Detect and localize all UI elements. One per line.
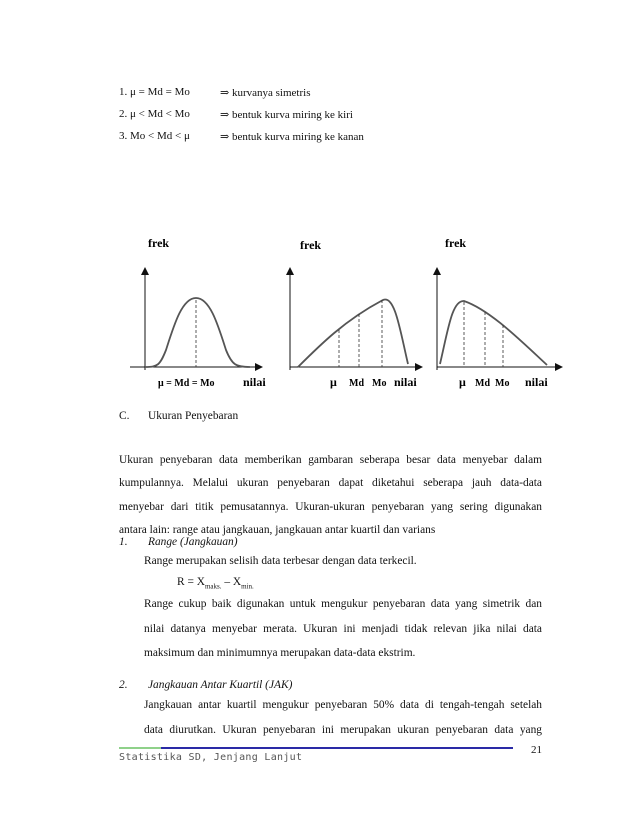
md-label: Md <box>349 378 364 389</box>
ylabel: frek <box>148 236 170 250</box>
md-label: Md <box>475 378 490 389</box>
paragraph-line: Jangkauan antar kuartil mengukur penyebaran 50% data di tengah-tengah setelah <box>144 699 542 711</box>
symmetric-curve <box>145 298 250 367</box>
section-letter: C. <box>119 410 130 422</box>
symmetric-label: μ = Md = Mo <box>158 378 215 389</box>
footer-text: Statistika SD, Jenjang Lanjut <box>119 752 303 763</box>
xlabel: nilai <box>243 375 266 389</box>
symmetric-curve-panel <box>130 236 266 389</box>
mu-label: μ <box>330 375 337 389</box>
xlabel: nilai <box>525 375 548 389</box>
intro-paragraph <box>119 449 542 543</box>
item1-number: 1. <box>119 536 128 548</box>
right-skew-curve-panel <box>437 236 562 389</box>
item2-text <box>144 693 542 742</box>
relation-condition: 2. μ < Md < Mo <box>119 108 190 120</box>
range-formula <box>177 576 254 590</box>
paragraph-line: Ukuran penyebaran data memberikan gambaran seberapa besar data menyebar dalam <box>119 454 542 466</box>
formula-lhs: R = X <box>177 576 205 588</box>
footer-line-right <box>161 747 513 749</box>
formula-sub-max: maks. <box>204 582 222 591</box>
paragraph-line: maksimum dan minimumnya merupakan data-data ekstrim. <box>144 647 416 659</box>
xlabel: nilai <box>394 375 417 389</box>
paragraph-line: kumpulannya. Melalui ukuran penyebaran dapat diketahui seberapa jauh data-data <box>119 477 542 490</box>
relation-condition: 1. μ = Md = Mo <box>119 86 190 98</box>
item1-title: Range (Jangkauan) <box>148 536 238 548</box>
paragraph-line: data diurutkan. Ukuran penyebaran ini merupakan ukuran penyebaran data yang <box>144 723 542 736</box>
relation-result: ⇒ bentuk kurva miring ke kanan <box>220 131 364 143</box>
formula-sub-min: min. <box>241 582 254 591</box>
formula-mid: – X <box>221 576 242 588</box>
ylabel: frek <box>445 236 467 250</box>
section-title: Ukuran Penyebaran <box>148 410 239 422</box>
relation-condition: 3. Mo < Md < μ <box>119 130 190 142</box>
mu-label: μ <box>459 375 466 389</box>
left-skew-curve <box>298 300 408 367</box>
item2-title: Jangkauan Antar Kuartil (JAK) <box>148 679 293 691</box>
relation-result: ⇒ kurvanya simetris <box>220 87 311 99</box>
paragraph-line: antara lain: range atau jangkauan, jangkauan antar kuartil dan varians <box>119 524 436 537</box>
item1-note <box>144 592 542 666</box>
mo-label: Mo <box>495 378 510 389</box>
page-number: 21 <box>531 744 542 756</box>
distribution-curves-figure <box>0 225 638 395</box>
item1-definition: Range merupakan selisih data terbesar dengan data terkecil. <box>144 555 417 567</box>
paragraph-line: Range cukup baik digunakan untuk mengukur penyebaran data yang simetrik dan <box>144 598 542 610</box>
mo-label: Mo <box>372 378 387 389</box>
left-skew-curve-panel <box>290 238 422 389</box>
ylabel: frek <box>300 238 322 252</box>
right-skew-curve <box>440 301 547 365</box>
paragraph-line: menyebar dari titik pemusatannya. Ukuran-ukuran penyebaran yang sering digunakan <box>119 500 542 513</box>
relation-result: ⇒ bentuk kurva miring ke kiri <box>220 109 353 121</box>
item2-number: 2. <box>119 679 128 691</box>
footer-line-left <box>119 747 161 749</box>
paragraph-line: nilai datanya menyebar merata. Ukuran ini menjadi tidak relevan jika nilai data <box>144 622 542 635</box>
